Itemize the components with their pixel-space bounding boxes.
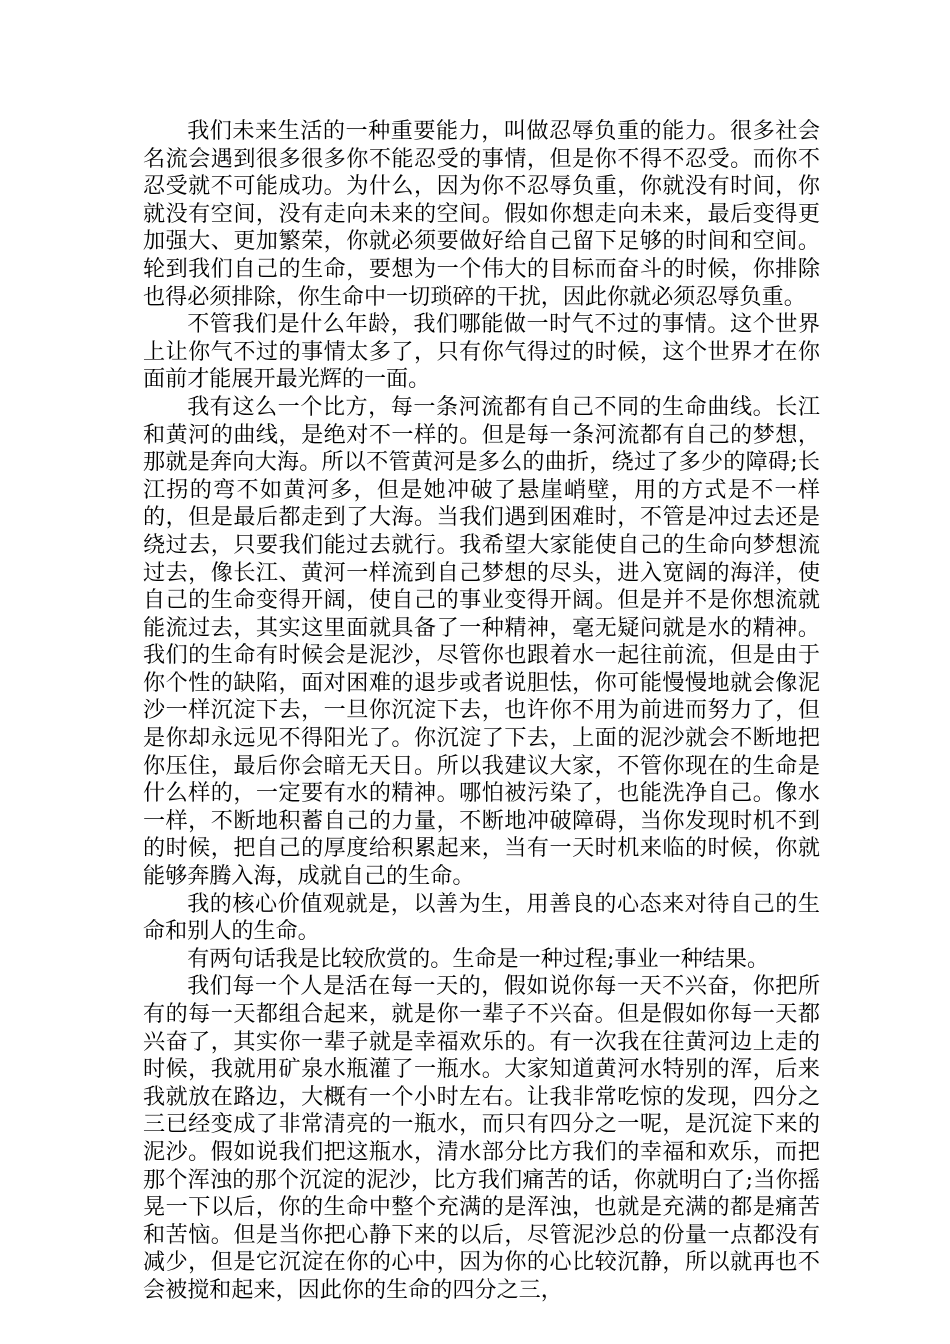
paragraph-river-metaphor: 我有这么一个比方，每一条河流都有自己不同的生命曲线。长江和黄河的曲线，是绝对不一样的。但是每一条河流都有自己的梦想，那就是奔向大海。所以不管黄河是多么的曲折，绕过了多少的障碍;长江拐的弯不如黄河多，但是她冲破了悬崖峭壁，用的方式是不一样的，但是最后都走到了大海。当我们遇到困难时，不管是冲过去还是绕过去，只要我们能过去就行。我希望大家能使自己的生命向梦想流过去，像长江、黄河一样流到自己梦想的尽头，进入宽阔的海洋，使自己的生命变得开阔，使自己的事业变得开阔。但是并不是你想流就能流过去，其实这里面就具备了一种精神，毫无疑问就是水的精神。我们的生命有时候会是泥沙，尽管你也跟着水一起往前流，但是由于你个性的缺陷，面对困难的退步或者说胆怯，你可能慢慢地就会像泥沙一样沉淀下去，一旦你沉淀下去，也许你不用为前进而努力了，但是你却永远见不得阳光了。你沉淀了下去，上面的泥沙就会不断地把你压住，最后你会暗无天日。所以我建议大家，不管你现在的生命是什么样的，一定要有水的精神。哪怕被污染了，也能洗净自己。像水一样，不断地积蓄自己的力量，不断地冲破障碍，当你发现时机不到的时候，把自己的厚度给积累起来，当有一天时机来临的时候，你就能够奔腾入海，成就自己的生命。 <box>143 393 820 890</box>
paragraph-core-values: 我的核心价值观就是，以善为生，用善良的心态来对待自己的生命和别人的生命。 <box>143 890 820 945</box>
document-body <box>143 118 820 1305</box>
paragraph-temper: 不管我们是什么年龄，我们哪能做一时气不过的事情。这个世界上让你气不过的事情太多了，只有你气得过的时候，这个世界才在你面前才能展开最光辉的一面。 <box>143 311 820 393</box>
paragraph-endurance: 我们未来生活的一种重要能力，叫做忍辱负重的能力。很多社会名流会遇到很多很多你不能忍受的事情，但是你不得不忍受。而你不忍受就不可能成功。为什么，因为你不忍辱负重，你就没有时间，你就没有空间，没有走向未来的空间。假如你想走向未来，最后变得更加强大、更加繁荣，你就必须要做好给自己留下足够的时间和空间。轮到我们自己的生命，要想为一个伟大的目标而奋斗的时候，你排除也得必须排除，你生命中一切琐碎的干扰，因此你就必须忍辱负重。 <box>143 118 820 310</box>
paragraph-two-sentences: 有两句话我是比较欣赏的。生命是一种过程;事业一种结果。 <box>187 945 770 972</box>
paragraph-every-day: 我们每一个人是活在每一天的，假如说你每一天不兴奋，你把所有的每一天都组合起来，就是你一辈子不兴奋。但是假如你每一天都兴奋了，其实你一辈子就是幸福欢乐的。有一次我在往黄河边上走的时候，我就用矿泉水瓶灌了一瓶水。大家知道黄河水特别的浑，后来我就放在路边，大概有一个小时左右。让我非常吃惊的发现，四分之三已经变成了非常清亮的一瓶水，而只有四分之一呢，是沉淀下来的泥沙。假如说我们把这瓶水，清水部分比方我们的幸福和欢乐，而把那个浑浊的那个沉淀的泥沙，比方我们痛苦的话，你就明白了;当你摇晃一下以后，你的生命中整个充满的是浑浊，也就是充满的都是痛苦和苦恼。但是当你把心静下来的以后，尽管泥沙总的份量一点都没有减少，但是它沉淀在你的心中，因为你的心比较沉静，所以就再也不会被搅和起来，因此你的生命的四分之三， <box>143 973 820 1303</box>
